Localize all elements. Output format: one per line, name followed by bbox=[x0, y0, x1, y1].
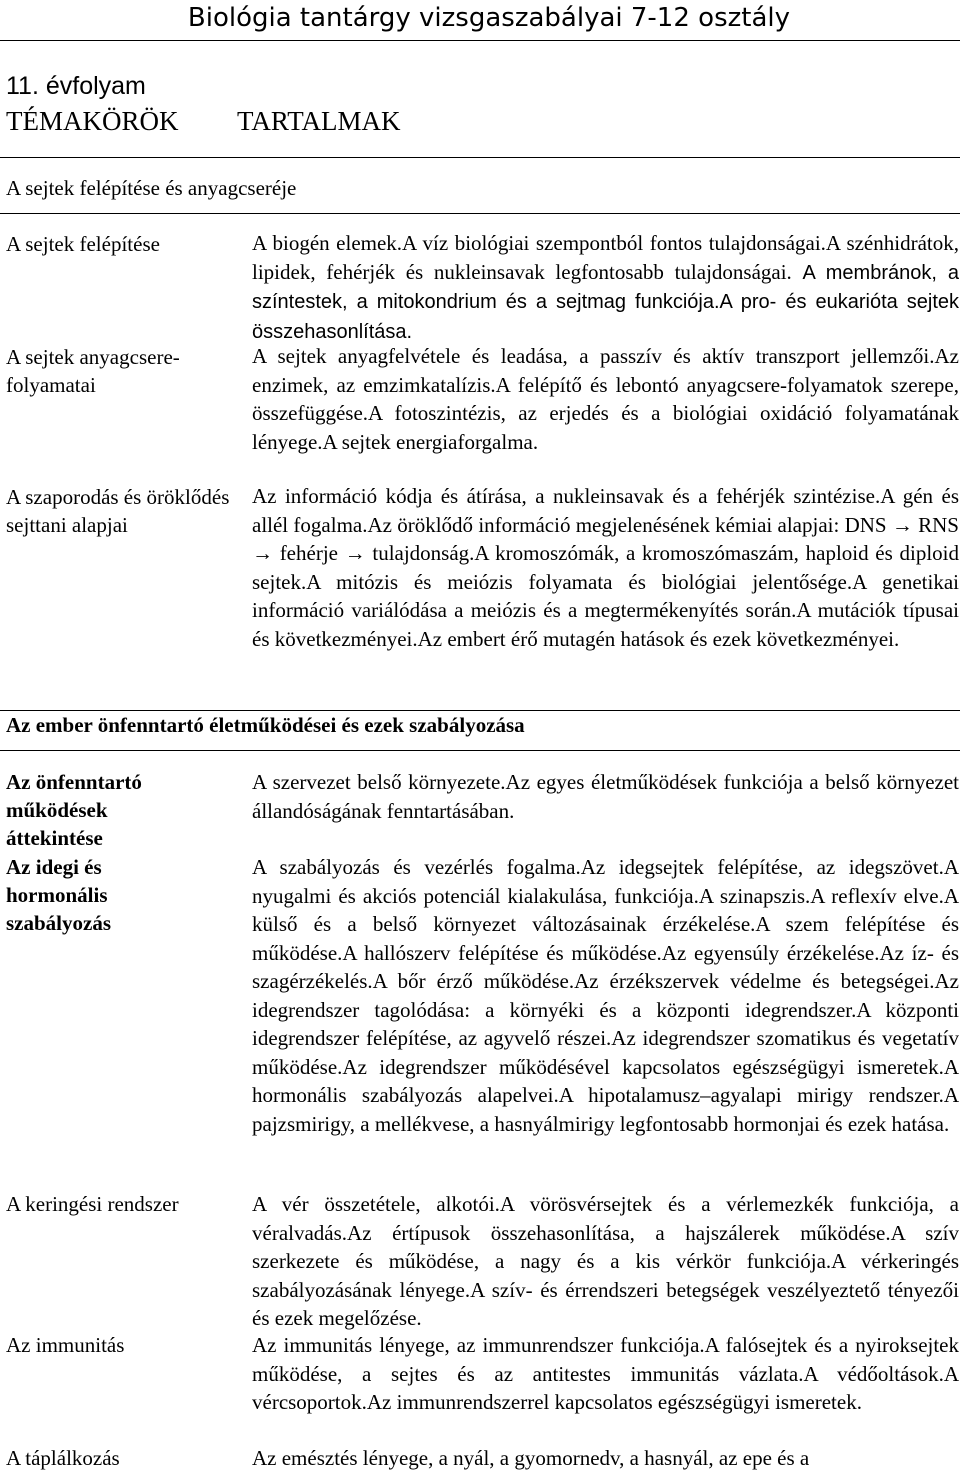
topic-cell-circulation: A keringési rendszer bbox=[6, 1192, 179, 1216]
content-cell-circulation: A vér összetétele, alkotói.A vörösvérsejtek és a vérlemezkék funkciója, a véralvadás.Az értípusok összehasonlítása, a hajszálerek működése.A szív szerkezete és működése, a nagy és a kis vérkör funkciója.A vérkeringés szabályozásának lényege.A szív- és érrendszeri betegségek veszélyeztető tényezői és ezek megelőzése. bbox=[252, 1192, 959, 1330]
topic-cell-metabolism: A sejtek anyagcsere-folyamatai bbox=[6, 345, 180, 397]
content-cell-metabolism: A sejtek anyagfelvétele és leadása, a passzív és aktív transzport jellemzői.Az enzimek, az emzimkatalízis.A felépítő és lebontó anyagcsere-folyamatok szerepe, összefüggése.A fotoszintézis, az erjedés és a biológiai oxidáció folyamatának lényege.A sejtek energiaforgalma. bbox=[252, 344, 959, 454]
divider bbox=[0, 710, 960, 711]
content-cell-nutrition: Az emésztés lényege, a nyál, a gyomornedv, a hasnyál, az epe és a bbox=[252, 1446, 810, 1470]
content-cell-immunity: Az immunitás lényege, az immunrendszer funkciója.A falósejtek és a nyiroksejtek működése, a sejtes és az antitestes immunitás vázlata.A védőoltások.A vércsoportok.Az immunrendszerrel kapcsolatos egészségügyi ismeretek. bbox=[252, 1333, 959, 1414]
section-title-human: Az ember önfenntartó életműködései és ezek szabályozása bbox=[6, 713, 525, 737]
column-header-contents: TARTALMAK bbox=[237, 106, 401, 136]
grade-label: 11. évfolyam bbox=[6, 72, 146, 100]
content-cell-heredity: Az információ kódja és átírása, a nukleinsavak és a fehérjék szintézise.A gén és allél fogalma.Az öröklődő információ megjelenésének kémiai alapjai: DNS → RNS → fehérje → tulajdonság.A kromoszómák, a kromoszómaszám, haploid és diploid sejtek.A mitózis és meiózis folyamata és biológiai jelentősége.A genetikai információ variálódása a meiózis és a megtermékenyítés során.A mutációk típusai és következményei.Az embert érő mutagén hatások és ezek következményei. bbox=[252, 484, 959, 651]
topic-cell-regulation: Az idegi és hormonális szabályozás bbox=[6, 855, 111, 935]
topic-cell-heredity: A szaporodás és öröklődés sejttani alapjai bbox=[6, 485, 230, 537]
topic-cell-structure: A sejtek felépítése bbox=[6, 232, 160, 256]
topic-cell-immunity: Az immunitás bbox=[6, 1333, 125, 1357]
topic-cell-overview: Az önfenntartó működések áttekintése bbox=[6, 770, 142, 850]
topic-cell-nutrition: A táplálkozás bbox=[6, 1446, 120, 1470]
content-cell-structure-part-a: A biogén elemek.A víz biológiai szempontból fontos tulajdonságai.A szénhidrátok, lipidek, fehérjék és nukleinsavak legfontosabb tulajdonságai. bbox=[252, 231, 959, 284]
divider bbox=[0, 213, 960, 214]
divider bbox=[0, 157, 960, 158]
page-header bbox=[0, 0, 960, 41]
divider bbox=[0, 750, 960, 751]
content-cell-structure-part-b: A membránok, a színtestek, a mitokondrium és a sejtmag funkciója.A pro- és eukarióta sejtek összehasonlítása. bbox=[252, 261, 960, 343]
column-header-topics: TÉMAKÖRÖK bbox=[6, 106, 179, 136]
content-cell-regulation: A szabályozás és vezérlés fogalma.Az idegsejtek felépítése, az idegszövet.A nyugalmi és akciós potenciál kialakulása, funkciója.A szinapszis.A reflexív elve.A külső és a belső környezet változásainak érzékelése.A szem felépítése és működése.A hallószerv felépítése és működése.Az egyensúly érzékelése.Az íz- és szagérzékelés.A bőr érző működése.Az érzékszervek védelme és betegségei.Az idegrendszer tagolódása: a környéki és a központi idegrendszer.A központi idegrendszer felépítése, az agyvelő részei.Az idegrendszer szomatikus és vegetatív működése.Az idegrendszer működésével kapcsolatos egészségügyi ismeretek.A hormonális szabályozás alapelvei.A hipotalamusz–agyalapi mirigy rendszer.A pajzsmirigy, a mellékvese, a hasnyálmirigy legfontosabb hormonjai és ezek hatása. bbox=[252, 855, 959, 1136]
section-title-cells: A sejtek felépítése és anyagcseréje bbox=[6, 176, 297, 200]
content-cell-overview: A szervezet belső környezete.Az egyes életműködések funkciója a belső környezet állandóságának fenntartásában. bbox=[252, 770, 959, 823]
header-title: Biológia tantárgy vizsgaszabályai 7-12 osztály bbox=[187, 3, 790, 33]
content-cell-structure bbox=[252, 229, 959, 346]
